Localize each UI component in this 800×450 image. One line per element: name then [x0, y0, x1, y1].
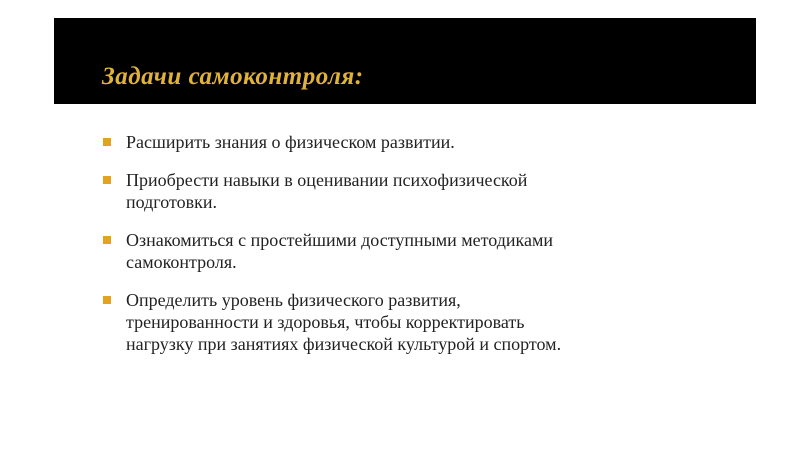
- bullet-line: Ознакомиться с простейшими доступными методиками: [126, 230, 554, 250]
- slide-title: Задачи самоконтроля:: [102, 63, 364, 90]
- bullet-item: [100, 169, 720, 213]
- bullet-square-icon: [103, 138, 111, 146]
- bullet-item: [100, 289, 720, 355]
- bullet-line: Расширить знания о физическом развитии.: [126, 132, 455, 152]
- title-band: [54, 18, 756, 104]
- bullet-line: Определить уровень физического развития,: [126, 290, 461, 310]
- bullet-line: тренированности и здоровья, чтобы корректировать: [126, 312, 525, 332]
- bullet-item: [100, 131, 720, 153]
- bullet-line: нагрузку при занятиях физической культурой и спортом.: [126, 334, 562, 354]
- bullet-list: [100, 131, 720, 371]
- bullet-line: самоконтроля.: [126, 252, 237, 272]
- bullet-square-icon: [103, 236, 111, 244]
- bullet-line: подготовки.: [126, 192, 217, 212]
- bullet-square-icon: [103, 296, 111, 304]
- bullet-line: Приобрести навыки в оценивании психофизической: [126, 170, 528, 190]
- bullet-square-icon: [103, 176, 111, 184]
- bullet-item: [100, 229, 720, 273]
